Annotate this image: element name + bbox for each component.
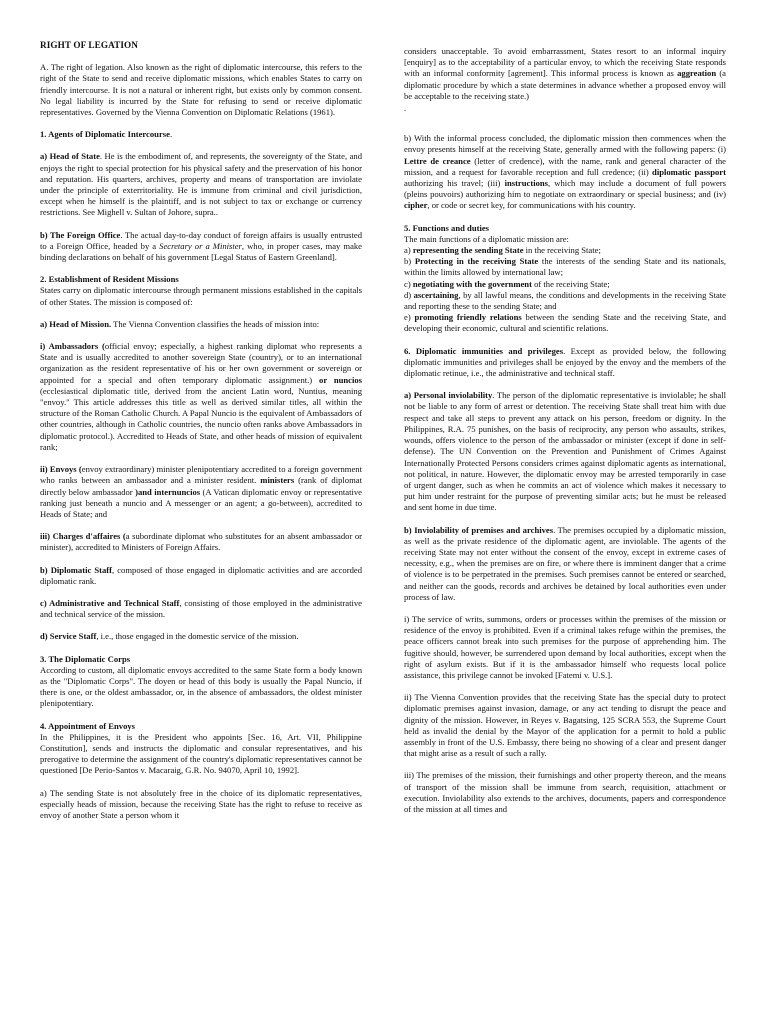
intro-paragraph: A. The right of legation. Also known as the right of diplomatic intercourse, this refers to the right of the State to send and receive diplomatic missions, which enables States to carry on friendly intercourse. It is not a natural or inherent right, but exists only by common consent. No legal liability is incurred by the State for refusing to send or receive diplomatic representatives. Governed by the Vienna Convention on Diplomatic Relations (1961). bbox=[40, 62, 362, 118]
section-4a-paragraph: a) The sending State is not absolutely free in the choice of its diplomatic representatives, especially heads of mission, because the receiving State has the right to refuse to receive as envoy of another State a person whom it bbox=[40, 787, 362, 820]
function-a: a) representing the sending State in the receiving State; bbox=[404, 245, 601, 256]
diplomatic-staff-paragraph: b) Diplomatic Staff, composed of those engaged in diplomatic activities and are accorded diplomatic rank. bbox=[40, 564, 362, 586]
service-staff-paragraph: d) Service Staff, i.e., those engaged in the domestic service of the mission. bbox=[40, 631, 299, 642]
section-2-heading: 2. Establishment of Resident Missions bbox=[40, 274, 179, 285]
section-5 bbox=[404, 223, 726, 335]
section-5-intro: The main functions of a diplomatic mission are: bbox=[404, 233, 569, 244]
function-b: b) Protecting in the receiving State the interests of the sending State and its nationals, within the limits allowed by international law; bbox=[404, 256, 726, 278]
function-d: d) ascertaining, by all lawful means, the conditions and developments in the receiving State and reporting these to the sending State; and bbox=[404, 289, 726, 312]
head-of-state-term: a) Head of State bbox=[40, 151, 100, 162]
document-title: RIGHT OF LEGATION bbox=[40, 40, 139, 50]
section-1-heading: 1. Agents of Diplomatic Intercourse. bbox=[40, 129, 173, 140]
section-2-text: States carry on diplomatic intercourse through permanent missions established in the capitals of other States. The mission is composed of: bbox=[40, 285, 362, 307]
left-column bbox=[40, 40, 362, 832]
writs-paragraph: i) The service of writs, summons, orders or processes within the premises of the mission or residence of the envoy is prohibited. Even if a criminal takes refuge within the premises, the peace officers cannot break into such premises for the purpose of apprehending him. The fugitive should, however, be surrendered upon demand by local authorities, except when the right of asylum exists. But if it is the ambassador himself who requests local police assistance, this privilege cannot be invoked [Fatemi v. U.S.]. bbox=[404, 613, 726, 680]
section-6-paragraph: 6. Diplomatic immunities and privileges. Except as provided below, the following diplomatic immunities and privileges shall be enjoyed by the envoy and the members of the diplomatic retinue, i.e., the administrative and technical staff. bbox=[404, 345, 726, 379]
premises-immunity-paragraph: iii) The premises of the mission, their furnishings and other property thereon, and the means of transport of the mission shall be immune from search, requisition, attachment or execution. Inviolability also extends to the archives, documents, papers and correspondence of the mission at all times and bbox=[404, 770, 726, 814]
function-e: e) promoting friendly relations between the sending State and the receiving State, and developing their economic, cultural and scientific relations. bbox=[404, 312, 727, 334]
vienna-duty-paragraph: ii) The Vienna Convention provides that the receiving State has the special duty to protect diplomatic premises against invasion, damage, or any act tending to disrupt the peace and dignity of the mission. However, in Reyes v. Bagatsing, 125 SCRA 553, the Supreme Court held as invalid the denial by the Mayor of the application for a permit to hold a public assembly in front of the U.S. Embassy, there being no showing of a clear and present danger that might arise as a result of such a rally. bbox=[404, 692, 726, 759]
admin-staff-paragraph: c) Administrative and Technical Staff, consisting of those employed in the administrative and technical service of the mission. bbox=[40, 597, 362, 620]
head-of-state-paragraph: a) Head of State. He is the embodiment of, and represents, the sovereignty of the State, and enjoys the right to special protection for his physical safety and the preservation of his honor and reputation. His quarters, archives, property and means of transportation are inviolate under the principle of exterritoriality. He is immune from criminal and civil jurisdiction, except when he himself is the plaintiff, and is not subject to tax or exchange or currency restrictions. See Mighell v. Sultan of Johore, supra.. bbox=[40, 151, 362, 218]
section-3-heading: 3. The Diplomatic Corps bbox=[40, 653, 131, 664]
foreign-office-term: b) The Foreign Office bbox=[40, 229, 121, 240]
envoys-paragraph: ii) Envoys (envoy extraordinary) minister plenipotentiary accredited to a foreign government who ranks between an ambassador and a minister resident. ministers (rank of diplomat directly below ambassador )and internuncios (A Vatican diplomatic envoy or representative ranking just beneath a nuncio and A messenger or an agent; a go-between), accredited to Heads of State; and bbox=[40, 464, 362, 519]
section-4 bbox=[40, 721, 362, 777]
foreign-office-paragraph: b) The Foreign Office. The actual day-to-day conduct of foreign affairs is usually entrusted to a Foreign Office, headed by a Secretary or a Minister, who, in proper cases, may make binding declarations on behalf of his government [Legal Status of Eastern Greenland]. bbox=[40, 229, 362, 263]
section-5-heading: 5. Functions and duties bbox=[404, 222, 490, 233]
aggreation-paragraph: considers unacceptable. To avoid embarrassment, States resort to an informal inquiry [enquiry] as to the acceptability of a particular envoy, to which the receiving State responds with an informal conformity [agrement]. This informal process is known as aggreation (a diplomatic procedure by which a state determines in advance whether a proposed envoy will be acceptable to the receiving state.) bbox=[404, 46, 726, 101]
function-c: c) negotiating with the government of the receiving State; bbox=[404, 278, 610, 289]
credentials-paragraph: b) With the informal process concluded, the diplomatic mission then commences when the envoy presents himself at the receiving State, generally armed with the following papers: (i) Lettre de creance (letter of credence), with the name, rank and general character of the mission, and a request for favorable reception and full credence; (ii) diplomatic passport authorizing his travel; (iii) instructions, which may include a document of full powers (pleins pouvoirs) authorizing him to negotiate on extraordinary or special business; and (iv) cipher, or code or secret key, for communications with his country. bbox=[404, 133, 726, 211]
section-4-text: In the Philippines, it is the President who appoints [Sec. 16, Art. VII, Philippine Constitution], sends and instructs the diplomatic and consular representatives, and his prerogative to determine the assignment of the country's diplomatic representatives cannot be questioned [De Perio-Santos v. Macaraig, G.R. No. 94070, April 10, 1992]. bbox=[40, 731, 362, 776]
section-3 bbox=[40, 654, 362, 710]
charges-paragraph: iii) Charges d'affaires (a subordinate diplomat who substitutes for an absent ambassador or minister), accredited to Ministers of Foreign Affairs. bbox=[40, 531, 363, 553]
section-4-heading: 4. Appointment of Envoys bbox=[40, 720, 136, 731]
section-3-text: According to custom, all diplomatic envoys accredited to the same State form a body known as the "Diplomatic Corps". The doyen or head of this body is usually the Papal Nuncio, if there is one, or the oldest ambassador, or, in the absence of ambassadors, the oldest minister plenipotentiary. bbox=[40, 664, 362, 709]
section-2 bbox=[40, 274, 362, 308]
premises-inviolability-paragraph: b) Inviolability of premises and archives. The premises occupied by a diplomatic mission, as well as the private residence of the diplomatic agent, are inviolable. The agents of the receiving State may not enter without the consent of the envoy, except in extreme cases of necessity, e.g., when the premises are on fire, or where there is imminent danger that a crime of violence is to be perpetrated in the premises. Such premises cannot be entered or searched, and neither can the goods, records and archives be detained by local authorities even under process of law. bbox=[404, 524, 727, 602]
personal-inviolability-paragraph: a) Personal inviolability. The person of the diplomatic representative is inviolable; he shall not be liable to any form of arrest or detention. The receiving State shall treat him with due respect and take all steps to prevent any attack on his person, freedom or dignity. In the Philippines, R.A. 75 punishes, on the basis of reciprocity, any person who assaults, strikes, wounds, offers violence to the person of the ambassador or minister (except if done in self-defense). The UN Convention on the Prevention and Punishment of Crimes Against Internationally Protected Persons considers crimes against diplomatic agents as international, not political, in nature. However, the diplomatic envoy may be arrested temporarily in case of urgent danger, such as when he commits an act of violence which makes it necessary to put him under restraint for the purpose of preventing similar acts; but he must be released and sent home in due time. bbox=[404, 390, 726, 513]
right-column bbox=[404, 46, 726, 826]
ambassadors-paragraph: i) Ambassadors (official envoy; especially, a highest ranking diplomat who represents a State and is usually accredited to another sovereign State (country), or to an international organization as the resident representative of his or her own government or sovereign or appointed for a special and often temporary diplomatic assignment.) or nuncios (ecclesiastical diplomatic title, derived from the ancient Latin word, Nuntius, meaning "envoy." This article addresses this title as well as derived similar titles, all within the structure of the Roman Catholic Church. A Papal Nuncio is the equivalent of Ambassadors of other countries, although in Catholic countries, the nuncio often ranks above Ambassadors in diplomatic protocol.). Accredited to Heads of State, and other heads of mission of equivalent rank; bbox=[40, 341, 362, 452]
stray-dot: . bbox=[404, 103, 407, 114]
head-of-mission-paragraph: a) Head of Mission. The Vienna Convention classifies the heads of mission into: bbox=[40, 318, 320, 329]
